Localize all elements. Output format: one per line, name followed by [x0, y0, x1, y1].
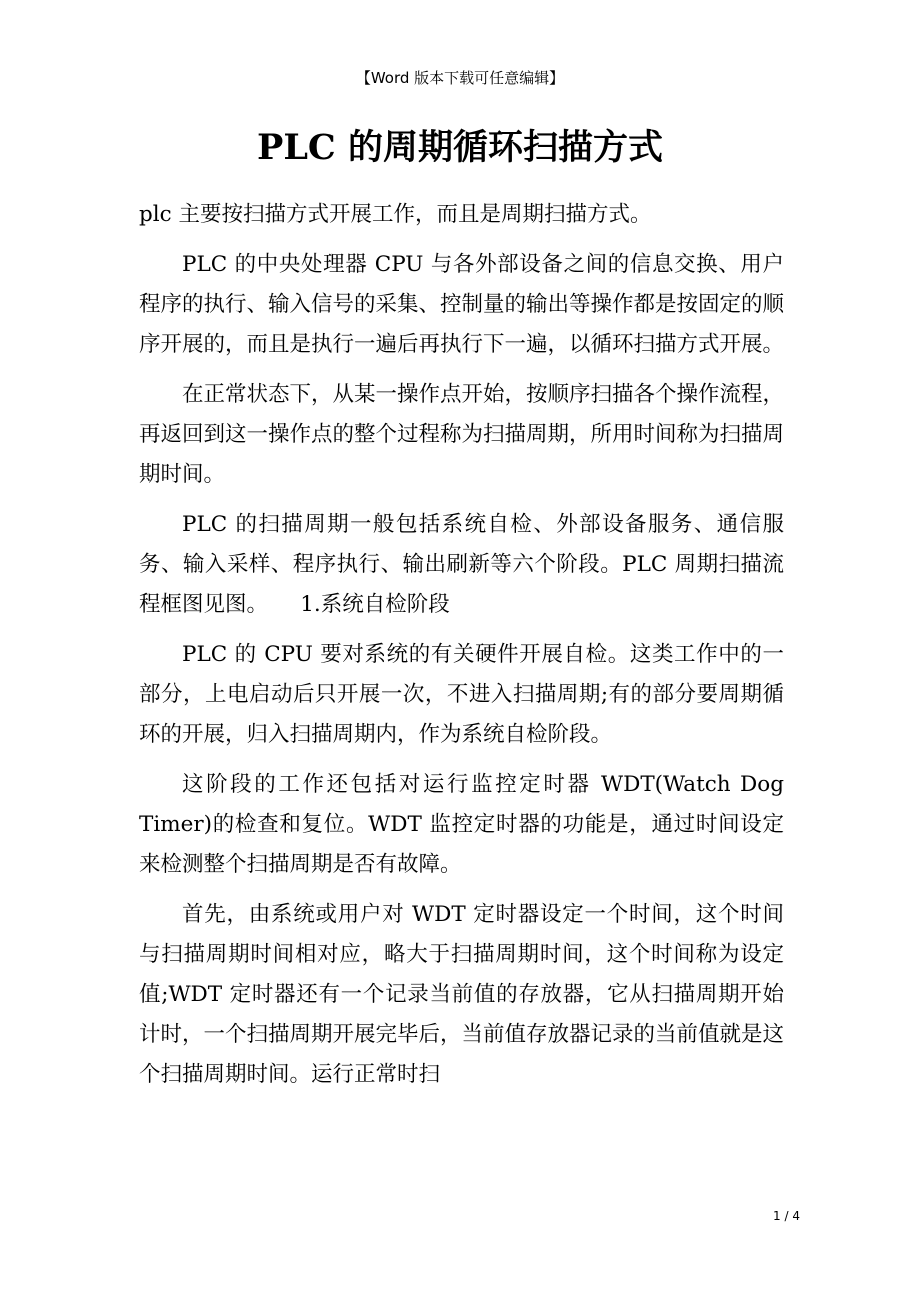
paragraph: 这阶段的工作还包括对运行监控定时器 WDT(Watch Dog Timer)的检查和复位。WDT 监控定时器的功能是，通过时间设定来检测整个扫描周期是否有故障。 — [139, 772, 784, 877]
page-number: 1 / 4 — [773, 1209, 800, 1223]
paragraph: PLC 的中央处理器 CPU 与各外部设备之间的信息交换、用户程序的执行、输入信号的采集、控制量的输出等操作都是按固定的顺序开展的，而且是执行一遍后再执行下一遍，以循环扫描方式开展。 — [139, 252, 785, 357]
paragraph: 首先，由系统或用户对 WDT 定时器设定一个时间，这个时间与扫描周期时间相对应，略大于扫描周期时间，这个时间称为设定值;WDT 定时器还有一个记录当前值的存放器，它从扫描周期开始计时，一个扫描周期开展完毕后，当前值存放器记录的当前值就是这个扫描周期时间。运行正常时扫 — [139, 902, 785, 1087]
paragraph: PLC 的 CPU 要对系统的有关硬件开展自检。这类工作中的一部分，上电启动后只开展一次，不进入扫描周期;有的部分要周期循环的开展，归入扫描周期内，作为系统自检阶段。 — [139, 642, 784, 747]
paragraph: plc 主要按扫描方式开展工作，而且是周期扫描方式。 — [139, 202, 652, 227]
body-text — [139, 195, 784, 1105]
paragraph: PLC 的扫描周期一般包括系统自检、外部设备服务、通信服务、输入采样、程序执行、输出刷新等六个阶段。PLC 周期扫描流程框图见图。 1.系统自检阶段 — [139, 512, 784, 617]
paragraph: 在正常状态下，从某一操作点开始，按顺序扫描各个操作流程，再返回到这一操作点的整个过程称为扫描周期，所用时间称为扫描周期时间。 — [139, 382, 785, 487]
header-note: 【Word 版本下载可任意编辑】 — [355, 69, 565, 87]
page-title: PLC 的周期循环扫描方式 — [257, 127, 663, 168]
